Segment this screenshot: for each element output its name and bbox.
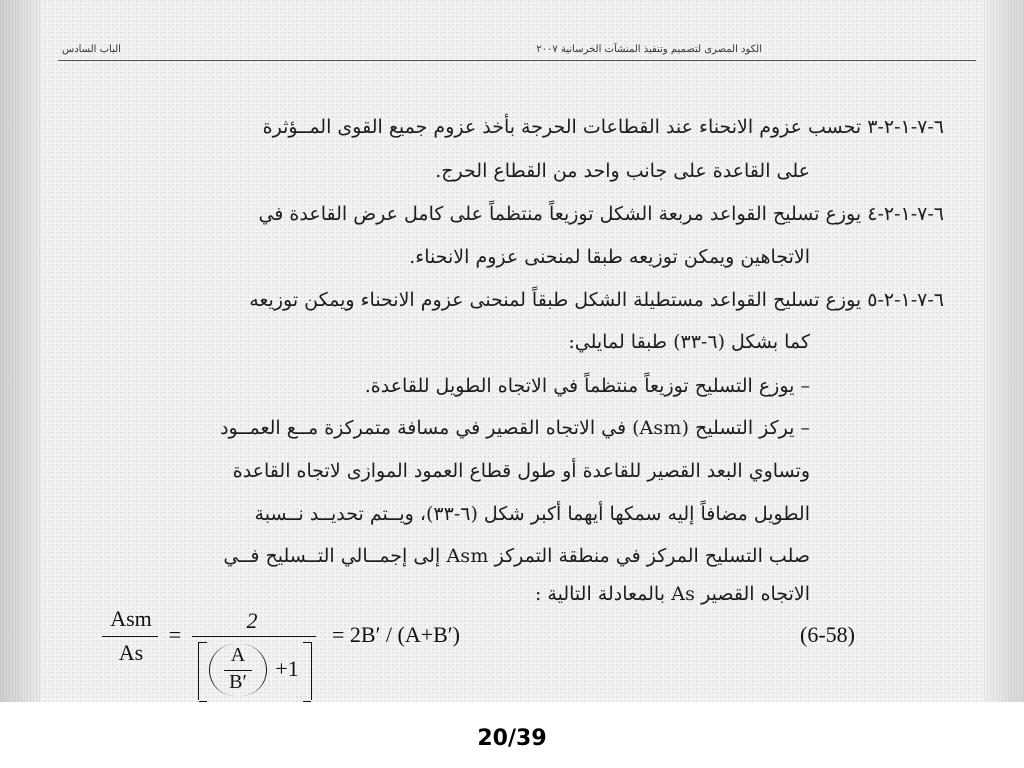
equation-parens	[209, 644, 267, 696]
page-counter: 20/39	[477, 726, 547, 751]
equation-lhs-numerator: Asm	[110, 606, 152, 631]
equation-lhs-bar	[102, 636, 158, 637]
bullet-line	[220, 417, 810, 439]
clause-line: كما بشكل (٦-٣٣) طبقا لمايلي:	[568, 331, 810, 353]
equation-inner-numerator: A	[230, 644, 246, 666]
bullet-text: يركز التسليح (Asm) في الاتجاه القصير في مسافة متمركزة مــع العمــود	[220, 417, 795, 439]
bullet-line: الطويل مضافاً إليه سمكها أيهما أكبر شكل (٦-٣٣)، ويــتم تحديــد نــسبة	[254, 503, 810, 525]
bracket-left-serifs	[199, 642, 207, 702]
clause-line: على القاعدة على جانب واحد من القطاع الحرج.	[435, 160, 810, 182]
equation-lhs-denominator: As	[118, 640, 144, 665]
scan-edge-left	[0, 0, 42, 702]
equation-number: (6-58)	[800, 622, 855, 647]
bullet-line: وتساوي البعد القصير للقاعدة أو طول قطاع العمود الموازى لاتجاه القاعدة	[232, 460, 810, 482]
clause-number: ٦-٧-١-٢-٣	[867, 116, 944, 138]
equation-rhs-numerator: 2	[246, 608, 258, 633]
clause-line	[263, 116, 944, 138]
clause-line	[258, 203, 944, 225]
equation-equals: =	[168, 622, 182, 647]
bullet-line: صلب التسليح المركز في منطقة التمركز Asm إلى إجمــالي التــسليح فــي	[223, 545, 810, 567]
header-rule	[58, 60, 976, 61]
clause-number: ٦-٧-١-٢-٤	[867, 203, 944, 225]
equation-bracket	[198, 642, 312, 700]
clause-text: تحسب عزوم الانحناء عند القطاعات الحرجة بأخذ عزوم جميع القوى المــؤثرة	[262, 116, 862, 138]
equation-simplified: = 2B′ / (A+B′)	[332, 622, 460, 647]
scan-edge-right	[984, 0, 1024, 702]
clause-text: يوزع تسليح القواعد مربعة الشكل توزيعاً منتظماً على كامل عرض القاعدة في	[258, 203, 862, 225]
equation-plus-one: +1	[275, 656, 299, 681]
equation-inner-denominator: B′	[229, 671, 247, 693]
clause-number: ٦-٧-١-٢-٥	[867, 289, 944, 311]
bullet-text: يوزع التسليح توزيعاً منتظماً في الاتجاه الطويل للقاعدة.	[364, 375, 795, 397]
equation	[100, 606, 920, 702]
clause-line: الاتجاهين ويمكن توزيعه طبقا لمنحنى عزوم الانحناء.	[409, 246, 810, 268]
equation-rhs-bar	[192, 636, 316, 637]
bullet-marker: –	[800, 417, 810, 439]
clause-line	[249, 289, 944, 311]
bullet-line	[365, 375, 810, 397]
running-header-title: الكود المصرى لتصميم وتنفيذ المنشآت الخرسانية ٢٠٠٧	[536, 44, 762, 55]
bullet-marker: –	[800, 375, 810, 397]
running-header-chapter: الباب السادس	[62, 44, 121, 55]
bullet-line: الاتجاه القصير As بالمعادلة التالية :	[534, 583, 810, 605]
clause-text: يوزع تسليح القواعد مستطيلة الشكل طبقاً لمنحنى عزوم الانحناء ويمكن توزيعه	[249, 289, 862, 311]
